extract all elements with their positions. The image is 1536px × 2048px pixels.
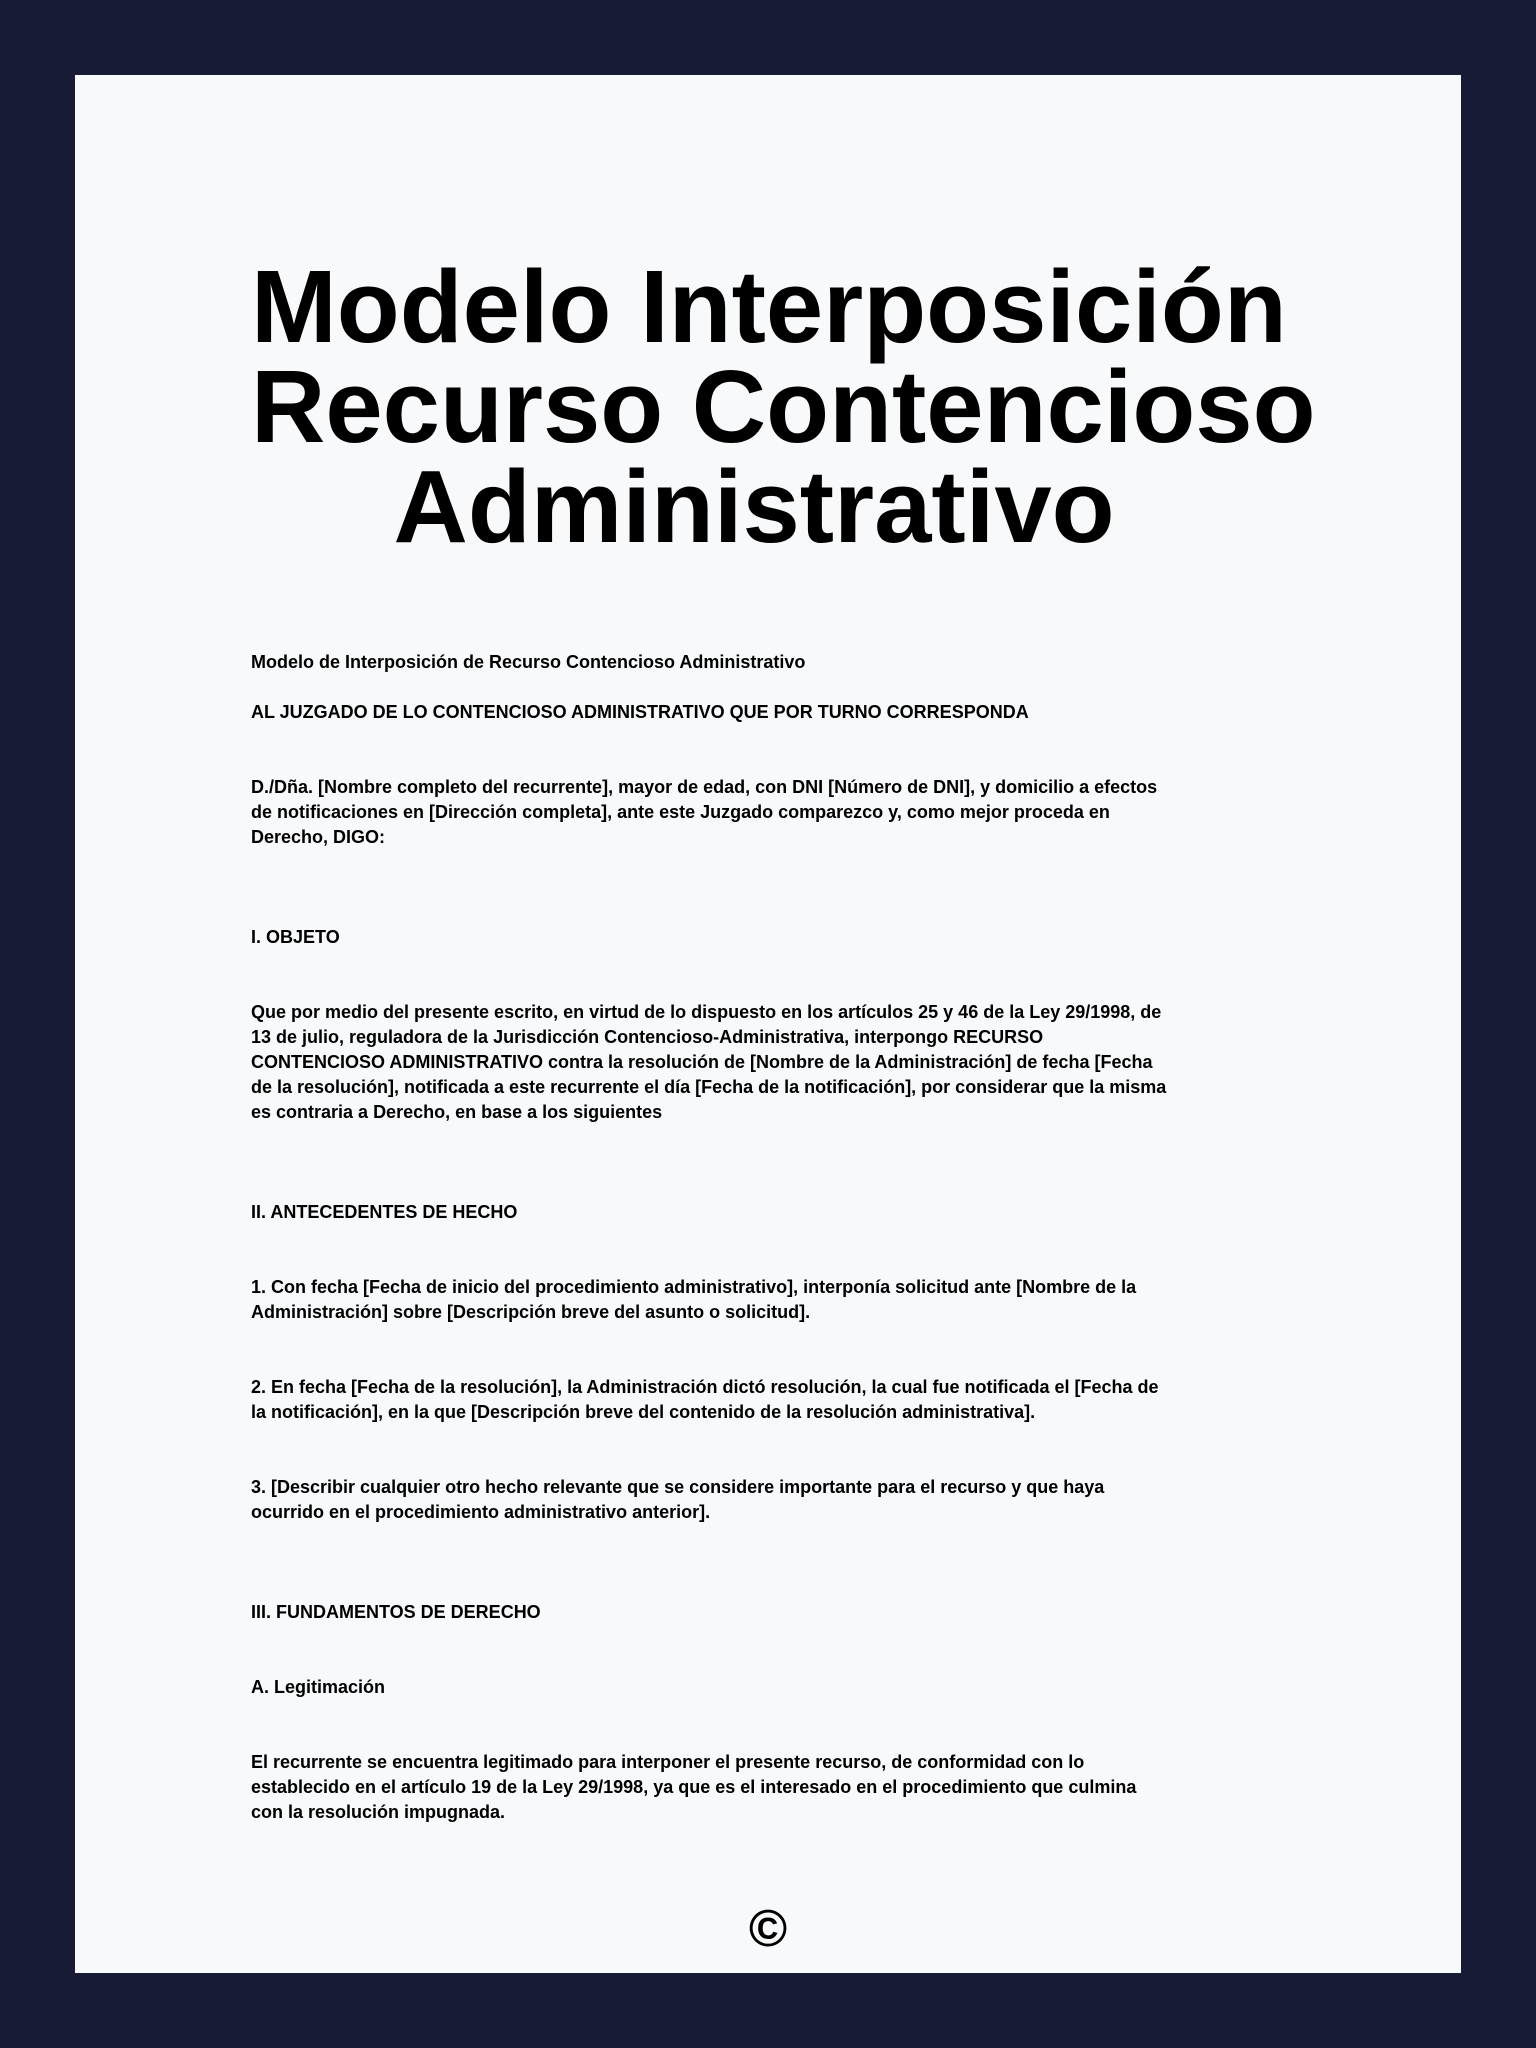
addressee xyxy=(251,700,1311,725)
title-line: Recurso Contencioso xyxy=(251,349,1316,464)
paragraph-line: Administración] sobre [Descripción breve del asunto o solicitud]. xyxy=(251,1302,811,1322)
intro-paragraph xyxy=(251,775,1311,850)
document-title xyxy=(251,249,1316,564)
paragraph-line: 13 de julio, reguladora de la Jurisdicción Contencioso-Administrativa, interpongo RECURSO xyxy=(251,1027,1044,1047)
subheading-text: A. Legitimación xyxy=(251,1677,386,1697)
paragraph-line: Derecho, DIGO: xyxy=(251,827,386,847)
title-line: Administrativo xyxy=(393,449,1115,564)
subheading-legitimacion xyxy=(251,1675,1311,1700)
legitimacion-paragraph xyxy=(251,1750,1311,1825)
objeto-paragraph xyxy=(251,1000,1311,1125)
section-heading-fundamentos xyxy=(251,1600,1311,1625)
section-heading-text: III. FUNDAMENTOS DE DERECHO xyxy=(251,1602,541,1622)
antecedente-item-3 xyxy=(251,1475,1311,1525)
antecedente-item-1 xyxy=(251,1275,1311,1325)
paragraph-line: de notificaciones en [Dirección completa], ante este Juzgado comparezco y, como mejor proceda en xyxy=(251,802,1110,822)
paragraph-line: con la resolución impugnada. xyxy=(251,1802,506,1822)
paragraph-line: es contraria a Derecho, en base a los siguientes xyxy=(251,1102,663,1122)
section-heading-text: I. OBJETO xyxy=(251,927,340,947)
paragraph-line: Que por medio del presente escrito, en virtud de lo dispuesto en los artículos 25 y 46 de la Ley 29/1998, de xyxy=(251,1002,1162,1022)
section-heading-objeto xyxy=(251,925,1311,950)
paragraph-line: 3. [Describir cualquier otro hecho relevante que se considere importante para el recurso y que haya xyxy=(251,1477,1105,1497)
section-heading-text: II. ANTECEDENTES DE HECHO xyxy=(251,1202,518,1222)
paragraph-line: D./Dña. [Nombre completo del recurrente], mayor de edad, con DNI [Número de DNI], y domicilio a efectos xyxy=(251,777,1158,797)
document-subtitle xyxy=(251,650,1311,675)
copyright-icon: © xyxy=(748,1900,788,1958)
paragraph-line: la notificación], en la que [Descripción breve del contenido de la resolución administrativa]. xyxy=(251,1402,1036,1422)
paragraph-line: 2. En fecha [Fecha de la resolución], la Administración dictó resolución, la cual fue notificada el [Fecha de xyxy=(251,1377,1159,1397)
antecedente-item-2 xyxy=(251,1375,1311,1425)
paragraph-line: de la resolución], notificada a este recurrente el día [Fecha de la notificación], por considerar que la misma xyxy=(251,1077,1167,1097)
paragraph-line: establecido en el artículo 19 de la Ley 29/1998, ya que es el interesado en el procedimiento que culmina xyxy=(251,1777,1137,1797)
section-heading-antecedentes xyxy=(251,1200,1311,1225)
title-line: Modelo Interposición xyxy=(251,249,1287,364)
addressee-text: AL JUZGADO DE LO CONTENCIOSO ADMINISTRATIVO QUE POR TURNO CORRESPONDA xyxy=(251,702,1029,722)
paragraph-line: CONTENCIOSO ADMINISTRATIVO contra la resolución de [Nombre de la Administración] de fecha [Fecha xyxy=(251,1052,1153,1072)
document-page xyxy=(75,75,1461,1973)
paragraph-line: 1. Con fecha [Fecha de inicio del procedimiento administrativo], interponía solicitud ante [Nombre de la xyxy=(251,1277,1137,1297)
paragraph-line: ocurrido en el procedimiento administrativo anterior]. xyxy=(251,1502,711,1522)
paragraph-line: El recurrente se encuentra legitimado para interponer el presente recurso, de conformidad con lo xyxy=(251,1752,1085,1772)
subtitle-text: Modelo de Interposición de Recurso Contencioso Administrativo xyxy=(251,652,806,672)
